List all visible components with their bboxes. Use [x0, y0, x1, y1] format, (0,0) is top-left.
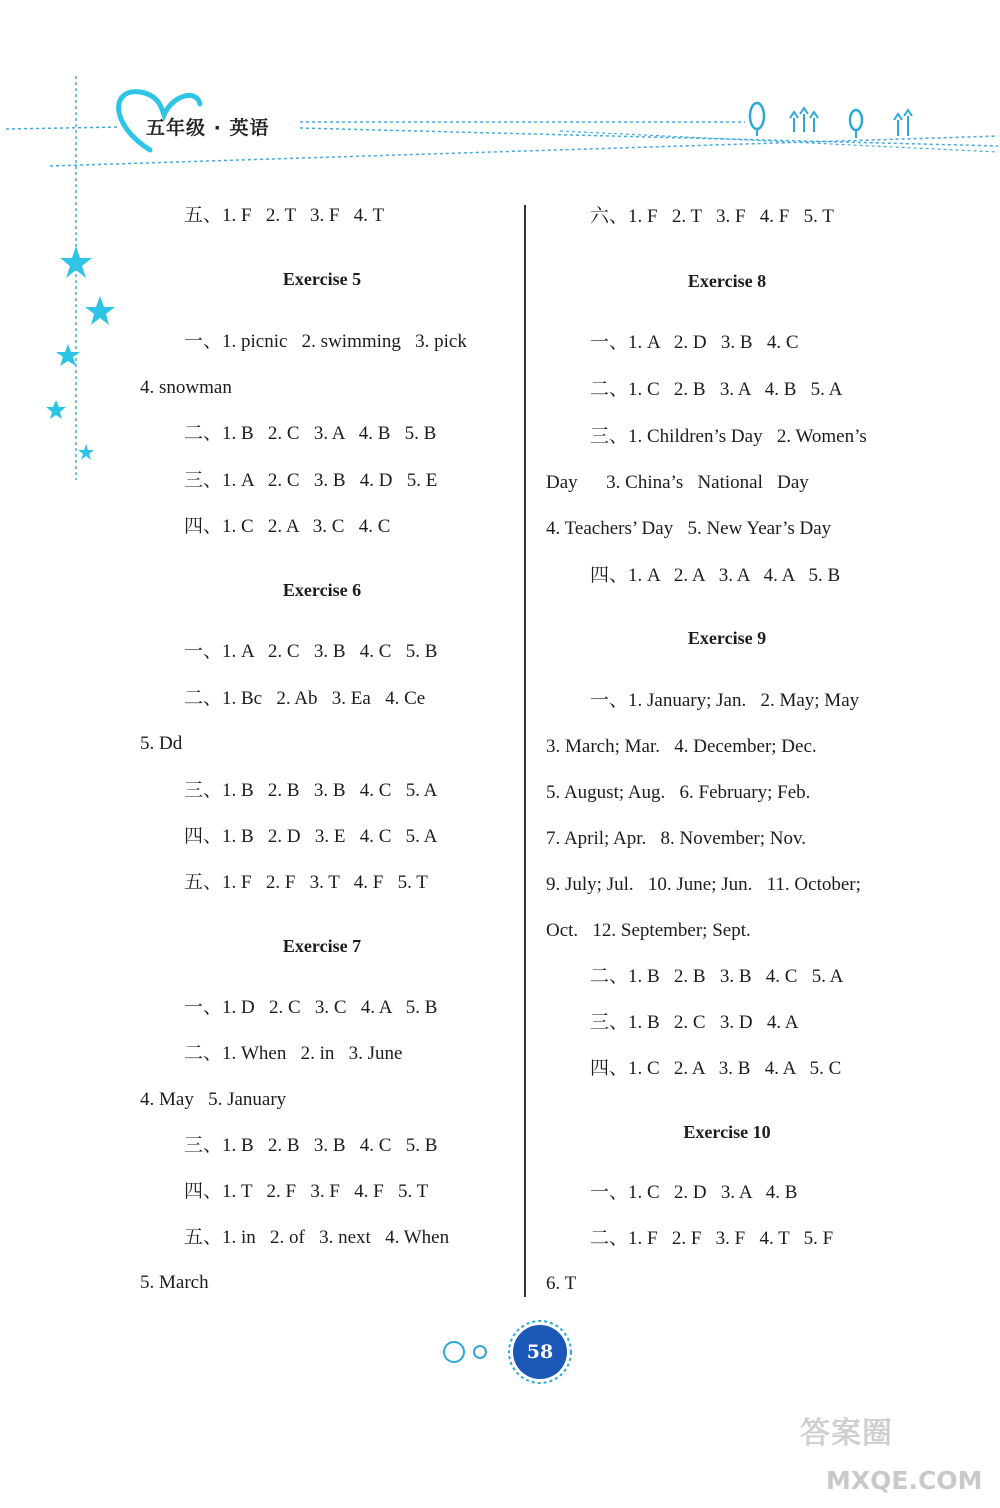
answer-line: 四、1. C 2. A 3. C 4. C	[184, 516, 391, 537]
answer-line: 3. March; Mar. 4. December; Dec.	[546, 736, 817, 757]
answer-line: 一、1. A 2. D 3. B 4. C	[590, 332, 799, 353]
answer-line: 一、1. January; Jan. 2. May; May	[590, 690, 860, 711]
answer-line: 四、1. B 2. D 3. E 4. C 5. A	[184, 826, 438, 847]
answer-line: 6. T	[546, 1273, 577, 1294]
answer-line: 三、1. A 2. C 3. B 4. D 5. E	[184, 470, 438, 491]
answer-line: 三、1. B 2. B 3. B 4. C 5. A	[184, 780, 438, 801]
watermark-url: MXQE.COM	[826, 1466, 983, 1495]
answer-line: 三、1. B 2. B 3. B 4. C 5. B	[184, 1135, 438, 1156]
answer-line: 四、1. C 2. A 3. B 4. A 5. C	[590, 1058, 842, 1079]
answer-line: 五、1. F 2. F 3. T 4. F 5. T	[184, 872, 428, 893]
answer-line: 4. May 5. January	[140, 1089, 287, 1110]
header-title: 五年级 · 英语	[146, 117, 270, 139]
answer-line: 7. April; Apr. 8. November; Nov.	[546, 828, 806, 849]
exercise-heading: Exercise 8	[687, 271, 767, 291]
answer-line: 四、1. A 2. A 3. A 4. A 5. B	[590, 565, 841, 586]
answer-line: 二、1. Bc 2. Ab 3. Ea 4. Ce	[184, 688, 426, 709]
star-icon	[60, 246, 92, 278]
answer-line: 5. March	[140, 1272, 209, 1293]
answer-line: 二、1. F 2. F 3. F 4. T 5. F	[590, 1228, 834, 1249]
answer-line: Day 3. China’s National Day	[546, 472, 809, 493]
answer-line: 9. July; Jul. 10. June; Jun. 11. October;	[546, 874, 861, 895]
answer-line: 一、1. picnic 2. swimming 3. pick	[184, 331, 467, 352]
exercise-heading: Exercise 5	[282, 269, 362, 289]
answer-line: 三、1. B 2. C 3. D 4. A	[590, 1012, 799, 1033]
answer-line: 一、1. D 2. C 3. C 4. A 5. B	[184, 997, 438, 1018]
watermark-logo: 答案圈	[800, 1416, 893, 1451]
exercise-heading: Exercise 7	[282, 936, 362, 956]
exercise-heading: Exercise 6	[282, 580, 362, 600]
answer-line: 4. Teachers’ Day 5. New Year’s Day	[546, 518, 832, 539]
header-decoration	[0, 0, 1000, 480]
exercise-heading: Exercise 10	[683, 1122, 771, 1142]
answer-line: Oct. 12. September; Sept.	[546, 920, 751, 941]
answer-line: 五、1. F 2. T 3. F 4. T	[184, 205, 385, 226]
answer-line: 四、1. T 2. F 3. F 4. F 5. T	[184, 1181, 429, 1202]
star-icon	[78, 444, 94, 460]
column-divider	[524, 205, 526, 1297]
answer-line: 二、1. When 2. in 3. June	[184, 1043, 403, 1064]
answer-line: 一、1. A 2. C 3. B 4. C 5. B	[184, 641, 438, 662]
answer-line: 4. snowman	[140, 377, 232, 398]
star-icon	[85, 296, 115, 325]
star-icon	[46, 400, 66, 419]
page-number-badge	[436, 1320, 576, 1386]
answer-line: 二、1. C 2. B 3. A 4. B 5. A	[590, 379, 843, 400]
answer-line: 二、1. B 2. B 3. B 4. C 5. A	[590, 966, 844, 987]
answer-line: 六、1. F 2. T 3. F 4. F 5. T	[590, 206, 834, 227]
answer-line: 三、1. Children’s Day 2. Women’s	[590, 426, 867, 447]
page-number: 58	[526, 1341, 554, 1363]
answer-line: 5. Dd	[140, 733, 183, 754]
answer-line: 二、1. B 2. C 3. A 4. B 5. B	[184, 423, 437, 444]
answer-line: 5. August; Aug. 6. February; Feb.	[546, 782, 811, 803]
exercise-heading: Exercise 9	[687, 628, 767, 648]
answer-line: 五、1. in 2. of 3. next 4. When	[184, 1227, 450, 1248]
answer-line: 一、1. C 2. D 3. A 4. B	[590, 1182, 798, 1203]
